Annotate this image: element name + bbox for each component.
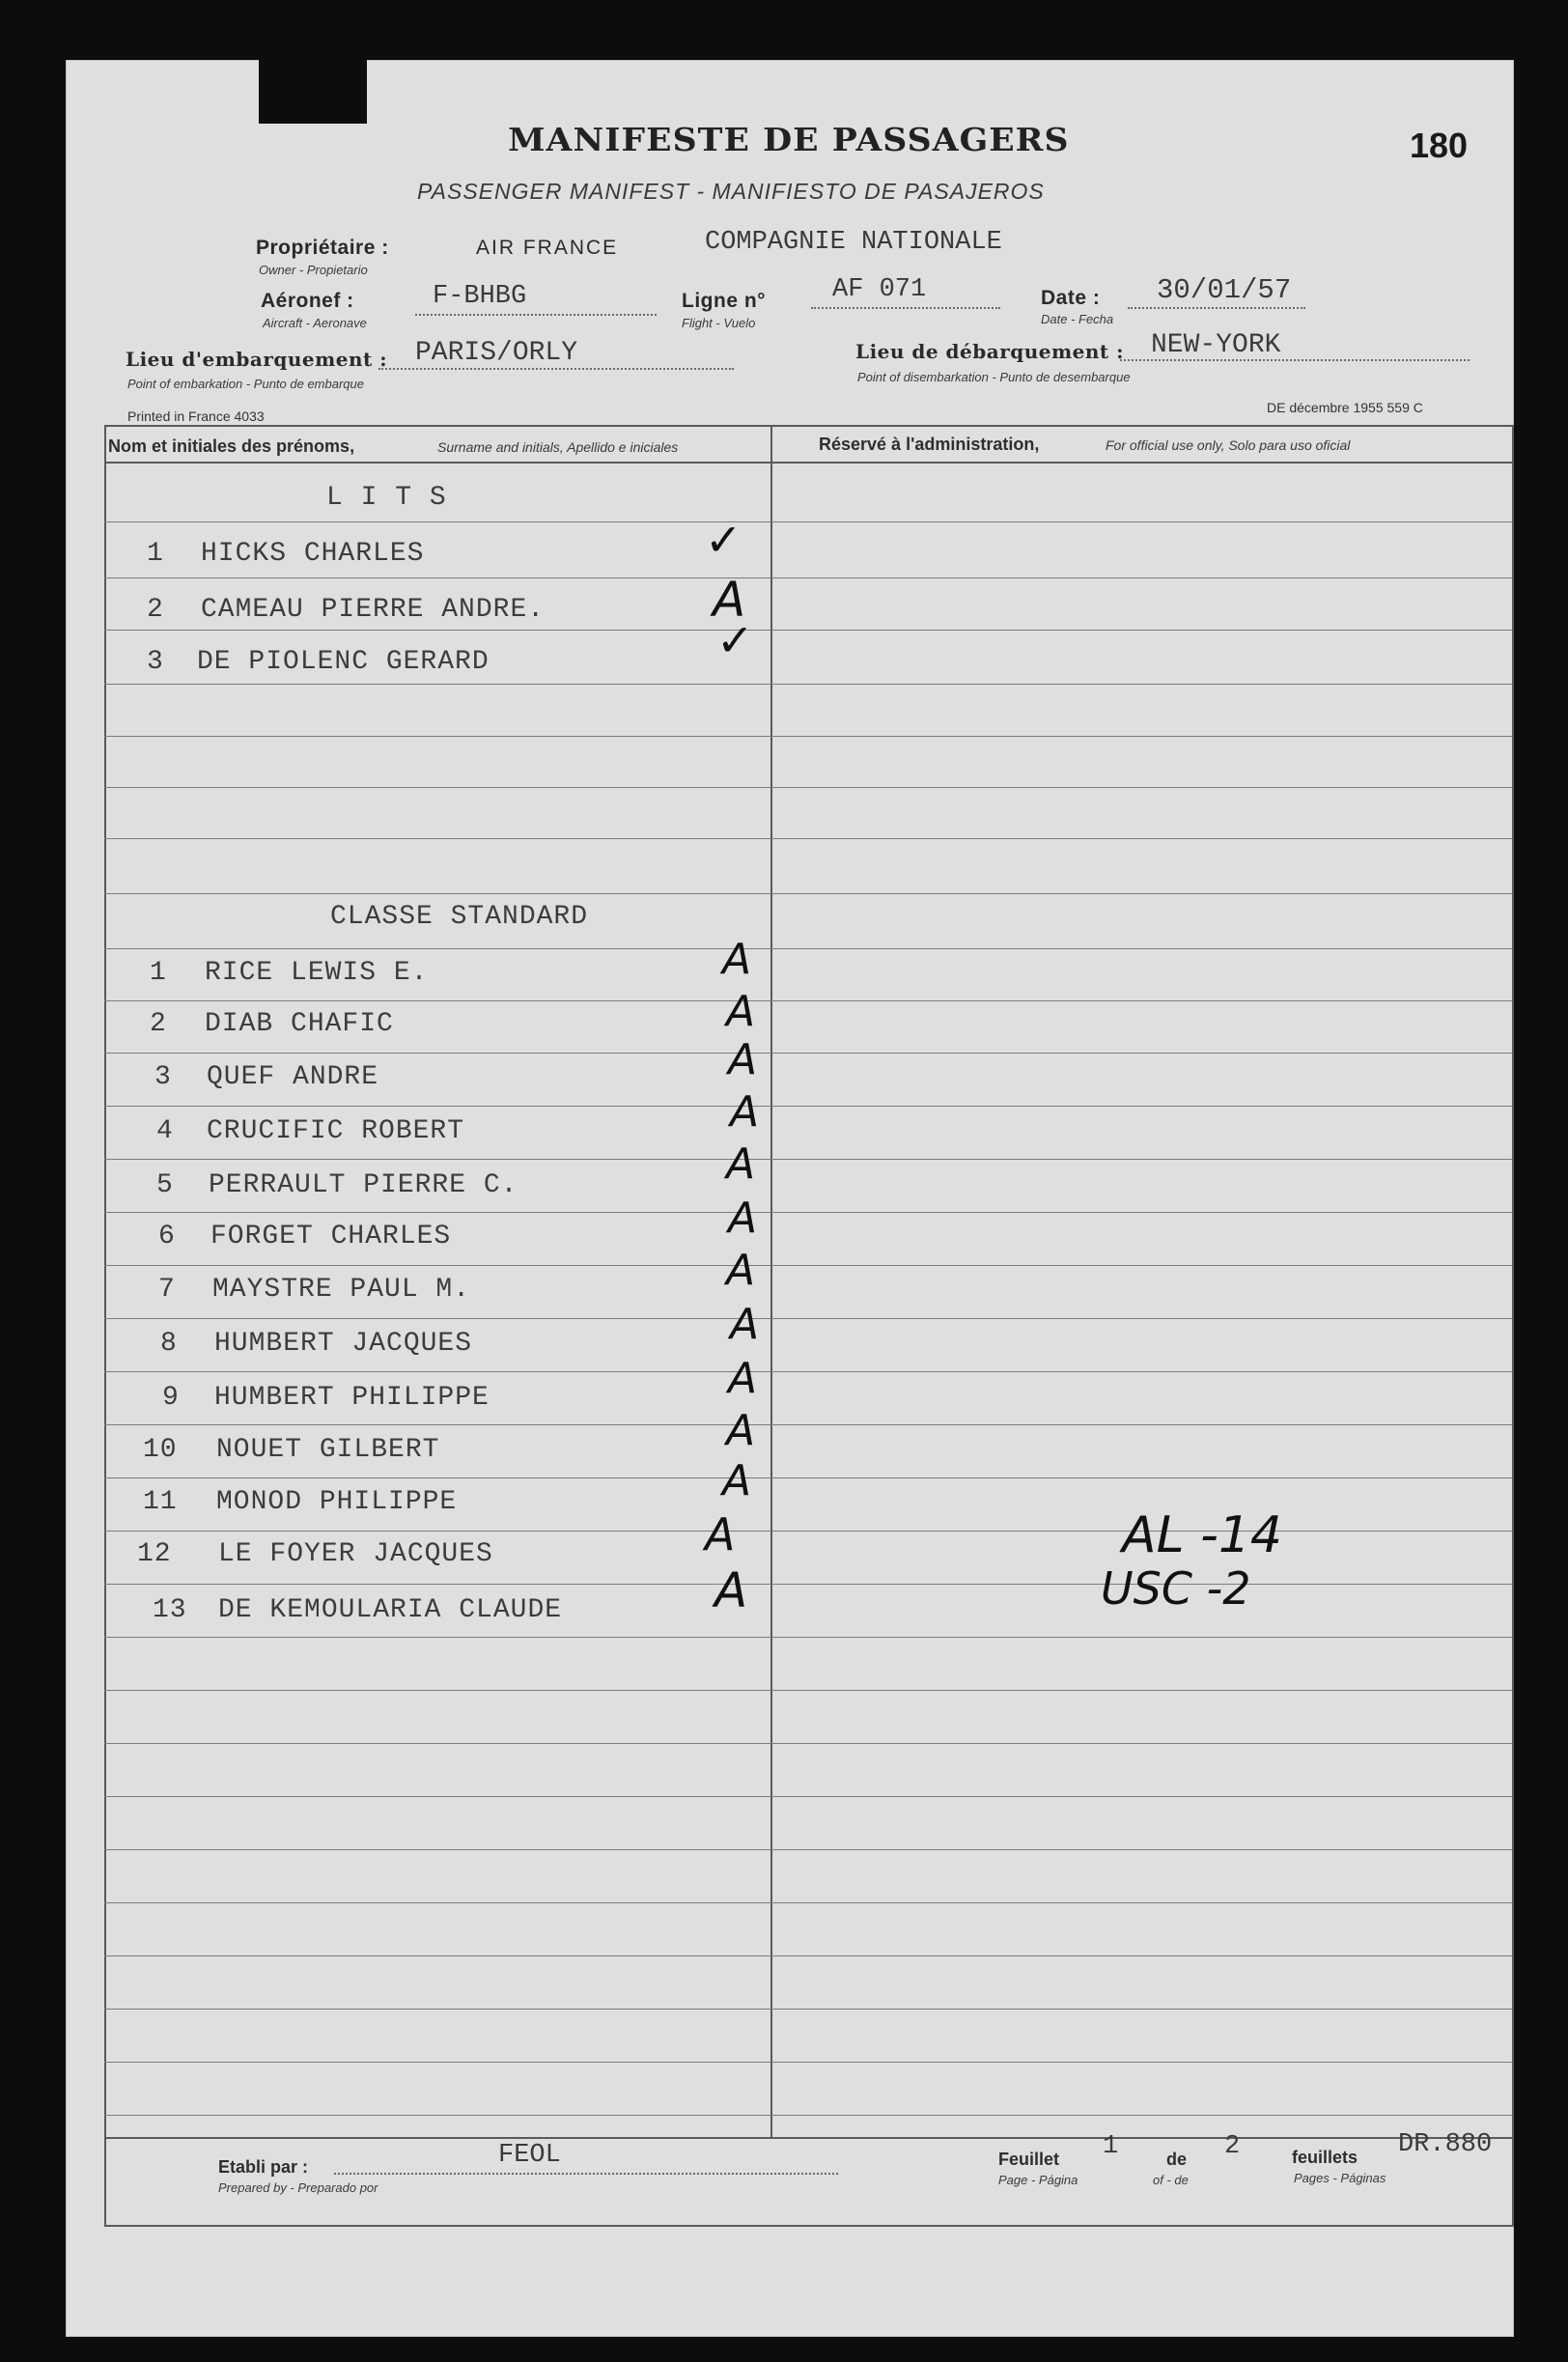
- standard-row-3-name: QUEF ANDRE: [207, 1062, 379, 1092]
- embarkation-value: PARIS/ORLY: [415, 338, 578, 368]
- page-title: MANIFESTE DE PASSAGERS: [508, 121, 1070, 158]
- column-divider: [770, 425, 772, 2137]
- standard-row-9-mark: A: [728, 1354, 758, 1403]
- prepared-by-sublabel: Prepared by - Preparado por: [218, 2180, 378, 2195]
- standard-row-12-name: LE FOYER JACQUES: [218, 1539, 493, 1569]
- total-usc: USC -2: [1101, 1562, 1251, 1615]
- table-rule: [104, 1318, 1512, 1319]
- table-rule: [104, 1265, 1512, 1266]
- header-rule: [104, 462, 1512, 464]
- owner-value: AIR FRANCE: [476, 237, 619, 259]
- standard-row-1-mark: A: [722, 935, 752, 984]
- table-rule: [104, 577, 1512, 578]
- table-rule: [104, 1477, 1512, 1478]
- prepared-by-label: Etabli par :: [218, 2157, 309, 2177]
- standard-row-10-num: 10: [143, 1435, 178, 1465]
- standard-row-12-mark: A: [705, 1508, 736, 1561]
- owner-sublabel: Owner - Propietario: [259, 263, 368, 277]
- table-rule: [104, 1531, 1512, 1532]
- lits-row-2-mark: A: [713, 572, 746, 628]
- standard-row-2-num: 2: [150, 1009, 167, 1039]
- embarkation-label: Lieu d'embarquement :: [126, 348, 388, 371]
- flight-dotline: [811, 307, 1000, 309]
- standard-row-10-mark: A: [726, 1406, 756, 1455]
- lits-row-3-num: 3: [147, 647, 164, 677]
- table-rule: [104, 521, 1512, 522]
- standard-row-8-name: HUMBERT JACQUES: [214, 1329, 473, 1359]
- standard-row-13-name: DE KEMOULARIA CLAUDE: [218, 1595, 563, 1625]
- date-dotline: [1128, 307, 1305, 309]
- aircraft-dotline: [415, 314, 657, 316]
- lits-row-1-name: HICKS CHARLES: [201, 539, 425, 569]
- table-rule: [104, 736, 1512, 737]
- lits-row-1-num: 1: [147, 539, 164, 569]
- standard-row-6-mark: A: [728, 1194, 758, 1243]
- col-right-header-translation: For official use only, Solo para uso oficial: [1106, 437, 1351, 453]
- table-rule: [104, 1743, 1512, 1744]
- of-sublabel: of - de: [1153, 2173, 1189, 2187]
- col-left-header: Nom et initiales des prénoms,: [108, 436, 355, 456]
- standard-row-1-name: RICE LEWIS E.: [205, 958, 429, 988]
- date-value: 30/01/57: [1157, 274, 1292, 306]
- standard-row-2-name: DIAB CHAFIC: [205, 1009, 394, 1039]
- standard-row-3-num: 3: [154, 1062, 172, 1092]
- standard-row-5-mark: A: [726, 1139, 756, 1189]
- disembarkation-dotline: [1120, 359, 1470, 361]
- lits-row-2-num: 2: [147, 595, 164, 625]
- table-rule: [104, 2062, 1512, 2063]
- table-rule: [104, 1106, 1512, 1107]
- disembarkation-value: NEW-YORK: [1151, 330, 1281, 360]
- form-reference: DE décembre 1955 559 C: [1267, 400, 1423, 415]
- table-rule: [104, 1796, 1512, 1797]
- aircraft-sublabel: Aircraft - Aeronave: [263, 316, 367, 330]
- table-rule: [104, 630, 1512, 631]
- standard-row-5-name: PERRAULT PIERRE C.: [209, 1170, 518, 1200]
- col-left-header-translation: Surname and initials, Apellido e iniciales: [437, 439, 679, 455]
- table-rule: [104, 1000, 1512, 1001]
- table-rule: [104, 948, 1512, 949]
- sheets-sublabel: Pages - Páginas: [1294, 2171, 1386, 2185]
- prepared-dotline: [334, 2173, 838, 2175]
- standard-row-1-num: 1: [150, 958, 167, 988]
- footer-rule: [104, 2137, 1512, 2139]
- black-corner-mark: [259, 37, 367, 124]
- date-sublabel: Date - Fecha: [1041, 312, 1114, 326]
- lits-row-3-mark: ✓: [716, 614, 754, 666]
- sheet-sublabel: Page - Página: [998, 2173, 1078, 2187]
- section-standard-heading: CLASSE STANDARD: [330, 902, 589, 932]
- sheet-value: 1: [1103, 2132, 1119, 2161]
- of-value: 2: [1224, 2132, 1241, 2161]
- table-rule: [104, 1849, 1512, 1850]
- standard-row-6-num: 6: [158, 1222, 176, 1251]
- form-number: DR.880: [1398, 2130, 1493, 2159]
- table-rule: [104, 2009, 1512, 2010]
- standard-row-7-mark: A: [726, 1246, 756, 1295]
- standard-row-5-num: 5: [156, 1170, 174, 1200]
- table-rule: [104, 1053, 1512, 1054]
- passenger-table: [104, 425, 1514, 2227]
- table-rule: [104, 684, 1512, 685]
- of-label: de: [1166, 2150, 1188, 2169]
- date-label: Date :: [1041, 287, 1101, 309]
- standard-row-11-name: MONOD PHILIPPE: [216, 1487, 458, 1517]
- printed-note: Printed in France 4033: [127, 408, 265, 424]
- embarkation-sublabel: Point of embarkation - Punto de embarque: [127, 377, 364, 391]
- disembarkation-label: Lieu de débarquement :: [855, 340, 1125, 363]
- table-rule: [104, 2115, 1512, 2116]
- aircraft-value: F-BHBG: [433, 282, 527, 311]
- section-lits-heading: L I T S: [326, 483, 447, 513]
- embarkation-dotline: [378, 368, 734, 370]
- lits-row-1-mark: ✓: [705, 514, 742, 566]
- standard-row-11-num: 11: [143, 1487, 178, 1517]
- owner-label: Propriétaire :: [256, 237, 389, 259]
- standard-row-3-mark: A: [728, 1035, 758, 1084]
- standard-row-6-name: FORGET CHARLES: [210, 1222, 452, 1251]
- prepared-by-value: FEOL: [498, 2141, 561, 2170]
- table-rule: [104, 1902, 1512, 1903]
- standard-row-4-mark: A: [730, 1087, 760, 1137]
- standard-row-8-num: 8: [160, 1329, 178, 1359]
- lits-row-2-name: CAMEAU PIERRE ANDRE.: [201, 595, 546, 625]
- col-right-header: Réservé à l'administration,: [819, 435, 1040, 454]
- standard-row-4-num: 4: [156, 1116, 174, 1146]
- disembarkation-sublabel: Point of disembarkation - Punto de desembarque: [857, 370, 1131, 384]
- table-rule: [104, 1955, 1512, 1956]
- sheets-label: feuillets: [1292, 2148, 1358, 2167]
- table-rule: [104, 787, 1512, 788]
- table-rule: [104, 1637, 1512, 1638]
- lits-row-3-name: DE PIOLENC GERARD: [197, 647, 490, 677]
- page-subtitle: PASSENGER MANIFEST - MANIFIESTO DE PASAJEROS: [417, 179, 1045, 204]
- standard-row-11-mark: A: [722, 1456, 752, 1505]
- aircraft-label: Aéronef :: [261, 290, 354, 312]
- flight-label: Ligne n°: [682, 290, 767, 312]
- standard-row-7-num: 7: [158, 1275, 176, 1305]
- table-rule: [104, 1424, 1512, 1425]
- table-rule: [104, 1159, 1512, 1160]
- table-rule: [104, 893, 1512, 894]
- table-rule: [104, 1371, 1512, 1372]
- sheet-label: Feuillet: [998, 2150, 1060, 2169]
- flight-sublabel: Flight - Vuelo: [682, 316, 756, 330]
- standard-row-10-name: NOUET GILBERT: [216, 1435, 440, 1465]
- table-rule: [104, 1212, 1512, 1213]
- standard-row-2-mark: A: [726, 987, 756, 1036]
- total-al: AL -14: [1122, 1506, 1283, 1564]
- standard-row-4-name: CRUCIFIC ROBERT: [207, 1116, 465, 1146]
- standard-row-8-mark: A: [730, 1300, 760, 1349]
- standard-row-13-mark: A: [714, 1562, 748, 1618]
- standard-row-9-name: HUMBERT PHILIPPE: [214, 1383, 490, 1413]
- table-rule: [104, 838, 1512, 839]
- owner-typed: COMPAGNIE NATIONALE: [705, 228, 1002, 257]
- flight-value: AF 071: [832, 275, 927, 304]
- page-number: 180: [1410, 126, 1469, 165]
- standard-row-9-num: 9: [162, 1383, 180, 1413]
- table-rule: [104, 1584, 1512, 1585]
- standard-row-12-num: 12: [137, 1539, 172, 1569]
- table-rule: [104, 1690, 1512, 1691]
- standard-row-13-num: 13: [153, 1595, 187, 1625]
- standard-row-7-name: MAYSTRE PAUL M.: [212, 1275, 471, 1305]
